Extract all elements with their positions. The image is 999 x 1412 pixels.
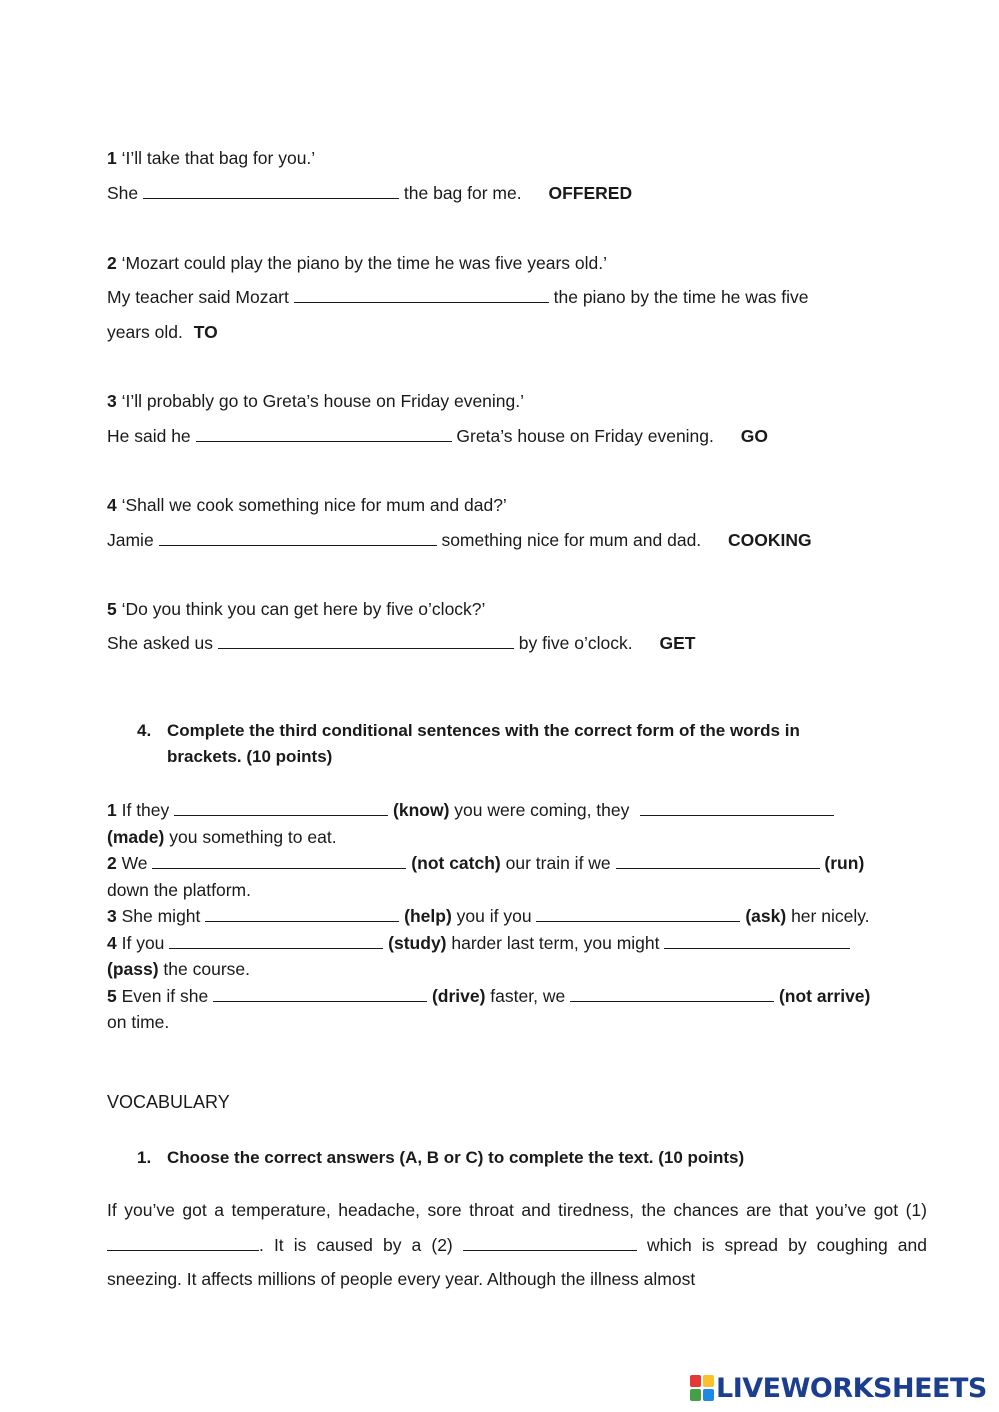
keyword: COOKING (728, 530, 812, 550)
keyword: TO (193, 322, 218, 342)
gap-1[interactable] (107, 1235, 259, 1251)
keyword: GET (659, 633, 696, 653)
keyword: OFFERED (548, 183, 633, 203)
item-2-quote: 2 ‘Mozart could play the piano by the time he was five years old.’ (107, 253, 607, 273)
answer-blank[interactable] (536, 906, 740, 922)
item-5-sentence: She asked us by five o’clock. GET (107, 633, 696, 653)
answer-blank[interactable] (169, 933, 383, 949)
keyword: GO (740, 426, 768, 446)
item-2-sentence: My teacher said Mozart the piano by the time he was five (107, 287, 809, 307)
answer-blank[interactable] (664, 933, 850, 949)
conditional-1: 1 If they (know) you were coming, they (made) you something to eat. (107, 797, 927, 850)
item-2-sentence-cont: years old. TO (107, 322, 218, 342)
answer-blank[interactable] (616, 853, 820, 869)
item-5-quote: 5 ‘Do you think you can get here by five o’clock?’ (107, 599, 486, 619)
vocabulary-title: VOCABULARY (107, 1092, 230, 1112)
answer-blank-1[interactable] (143, 183, 399, 199)
answer-blank[interactable] (213, 986, 427, 1002)
logo-text: LIVEWORKSHEETS (716, 1372, 987, 1404)
answer-blank-4[interactable] (159, 530, 437, 546)
item-4-sentence: Jamie something nice for mum and dad. COOKING (107, 530, 812, 550)
liveworksheets-logo (690, 1368, 987, 1408)
answer-blank[interactable] (570, 986, 774, 1002)
conditional-4: 4 If you (study) harder last term, you might (pass) the course. (107, 930, 927, 983)
answer-blank[interactable] (152, 853, 406, 869)
gap-2[interactable] (463, 1235, 637, 1251)
conditional-3: 3 She might (help) you if you (ask) her nicely. (107, 906, 870, 926)
answer-blank[interactable] (205, 906, 399, 922)
item-3-quote: 3 ‘I’ll probably go to Greta’s house on Friday evening.’ (107, 391, 525, 411)
conditional-sentences (107, 797, 927, 1036)
item-3-sentence: He said he Greta’s house on Friday evening. GO (107, 426, 768, 446)
section-4-heading: 4. Complete the third conditional sentences with the correct form of the words in brackets. (10 points) (137, 721, 800, 766)
answer-blank-2[interactable] (294, 287, 549, 303)
item-4-quote: 4 ‘Shall we cook something nice for mum and dad?’ (107, 495, 507, 515)
vocabulary-heading: 1. Choose the correct answers (A, B or C) to complete the text. (10 points) (137, 1148, 745, 1167)
answer-blank[interactable] (174, 800, 388, 816)
answer-blank[interactable] (640, 800, 834, 816)
conditional-2: 2 We (not catch) our train if we (run) down the platform. (107, 853, 865, 900)
item-1-quote: 1 ‘I’ll take that bag for you.’ (107, 148, 316, 168)
answer-blank-3[interactable] (196, 426, 452, 442)
vocabulary-text: If you’ve got a temperature, headache, sore throat and tiredness, the chances are that you’ve got (1) . It is caused by a (2) which is spread by coughing and sneezing. It affects millions of people every year. Although the illness almost (107, 1200, 927, 1289)
conditional-5: 5 Even if she (drive) faster, we (not arrive) on time. (107, 985, 871, 1032)
item-1-sentence: She the bag for me. OFFERED (107, 183, 633, 203)
answer-blank-5[interactable] (218, 633, 514, 649)
live-badge-icon (690, 1375, 714, 1401)
